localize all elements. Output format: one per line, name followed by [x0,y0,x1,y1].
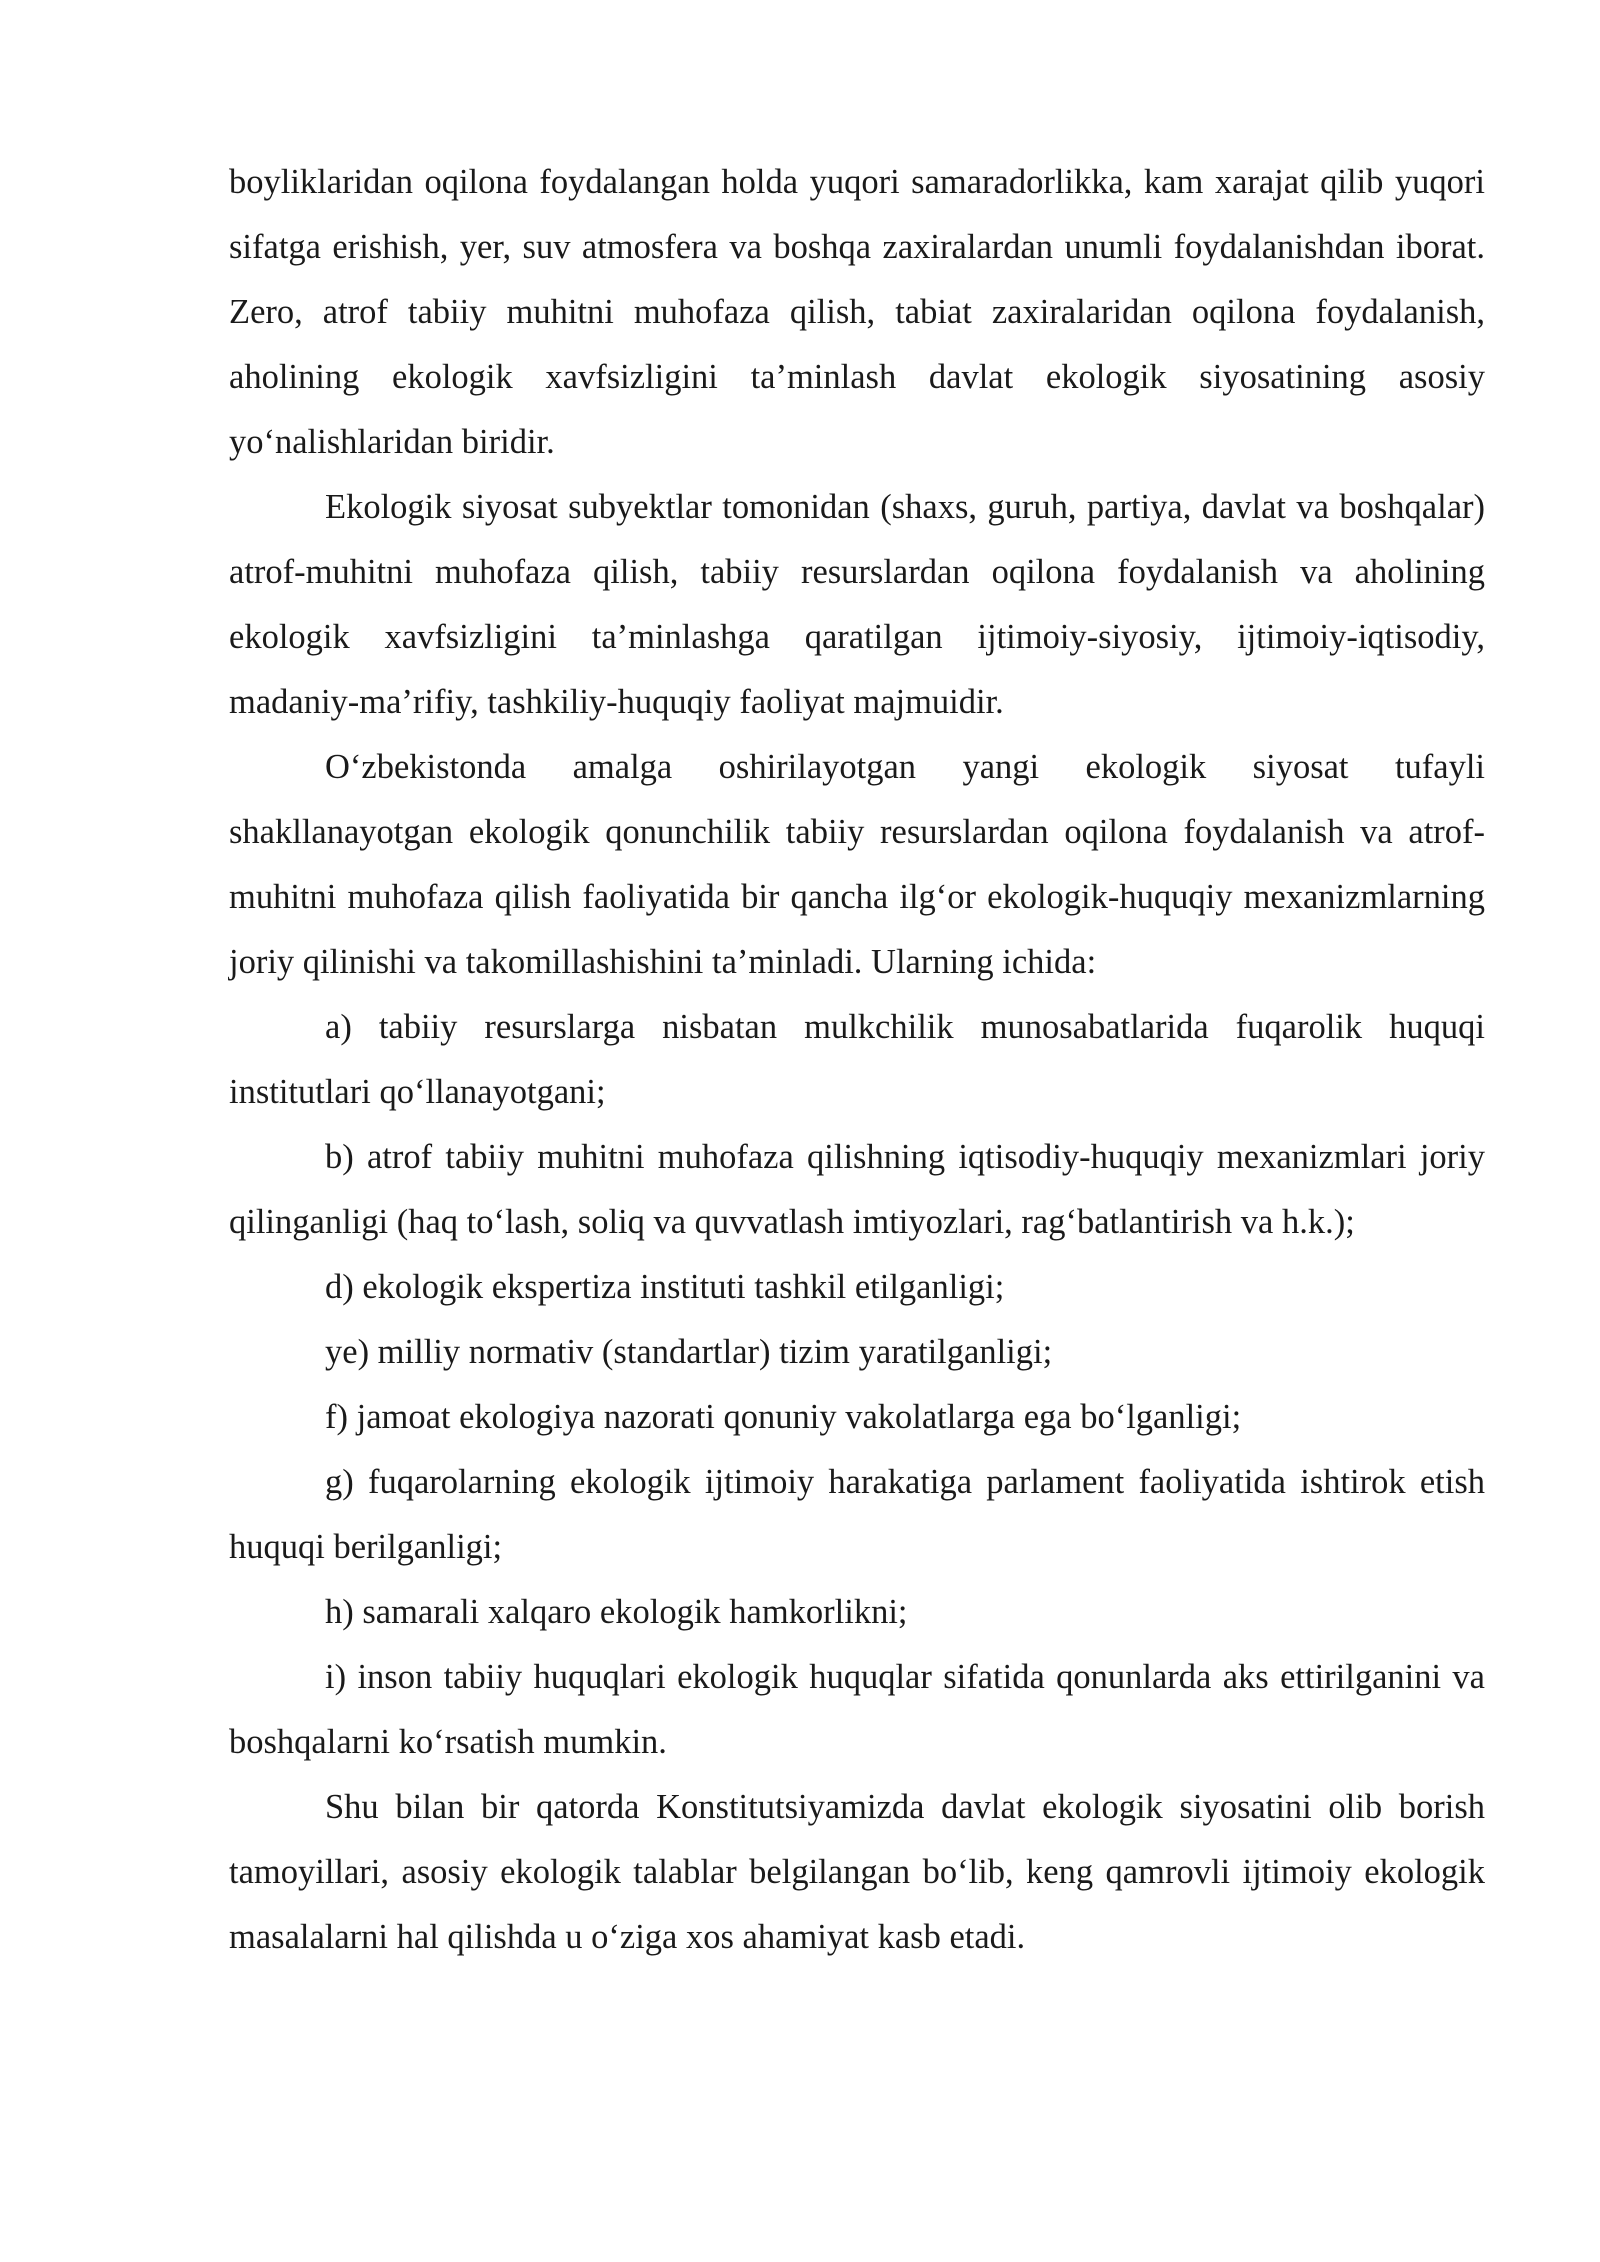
paragraph-continuation: boyliklaridan oqilona foydalangan holda yuqori samaradorlikka, kam xarajat qilib yuqori sifatga erishish, yer, suv atmosfera va boshqa zaxiralardan unumli foydalanishdan iborat. Zero, atrof tabiiy muhitni muhofaza qilish, tabiat zaxiralaridan oqilona foydalanish, aholining ekologik xavfsizligini ta’minlash davlat ekologik siyosatining asosiy yo‘nalishlaridan biridir. [229,163,1485,461]
list-item-d: d) ekologik ekspertiza instituti tashkil etilganligi; [325,1268,1005,1306]
list-item-h: h) samarali xalqaro ekologik hamkorlikni; [325,1593,908,1631]
list-item-i: i) inson tabiiy huquqlari ekologik huquqlar sifatida qonunlarda aks ettirilganini va boshqalarni ko‘rsatish mumkin. [229,1658,1485,1761]
list-item-ye: ye) milliy normativ (standartlar) tizim yaratilganligi; [325,1333,1053,1371]
paragraph-constitution: Shu bilan bir qatorda Konstitutsiyamizda davlat ekologik siyosatini olib borish tamoyillari, asosiy ekologik talablar belgilangan bo‘lib, keng qamrovli ijtimoiy ekologik masalalarni hal qilishda u o‘ziga xos ahamiyat kasb etadi. [229,1788,1485,1956]
body-text [229,150,1485,1970]
paragraph-definition: Ekologik siyosat subyektlar tomonidan (shaxs, guruh, partiya, davlat va boshqalar) atrof-muhitni muhofaza qilish, tabiiy resurslardan oqilona foydalanish va aholining ekologik xavfsizligini ta’minlashga qaratilgan ijtimoiy-siyosiy, ijtimoiy-iqtisodiy, madaniy-ma’rifiy, tashkiliy-huquqiy faoliyat majmuidir. [229,488,1485,721]
paragraph-mechanisms-intro: O‘zbekistonda amalga oshirilayotgan yangi ekologik siyosat tufayli shakllanayotgan ekologik qonunchilik tabiiy resurslardan oqilona foydalanish va atrof-muhitni muhofaza qilish faoliyatida bir qancha ilg‘or ekologik-huquqiy mexanizmlarning joriy qilinishi va takomillashishini ta’minladi. Ularning ichida: [229,748,1485,981]
list-item-a: a) tabiiy resurslarga nisbatan mulkchilik munosabatlarida fuqarolik huquqi institutlari qo‘llanayotgani; [229,1008,1485,1111]
list-item-f: f) jamoat ekologiya nazorati qonuniy vakolatlarga ega bo‘lganligi; [325,1398,1242,1436]
list-item-g: g) fuqarolarning ekologik ijtimoiy harakatiga parlament faoliyatida ishtirok etish huquqi berilganligi; [229,1463,1485,1566]
list-item-b: b) atrof tabiiy muhitni muhofaza qilishning iqtisodiy-huquqiy mexanizmlari joriy qilinganligi (haq to‘lash, soliq va quvvatlash imtiyozlari, rag‘batlantirish va h.k.); [229,1138,1485,1241]
